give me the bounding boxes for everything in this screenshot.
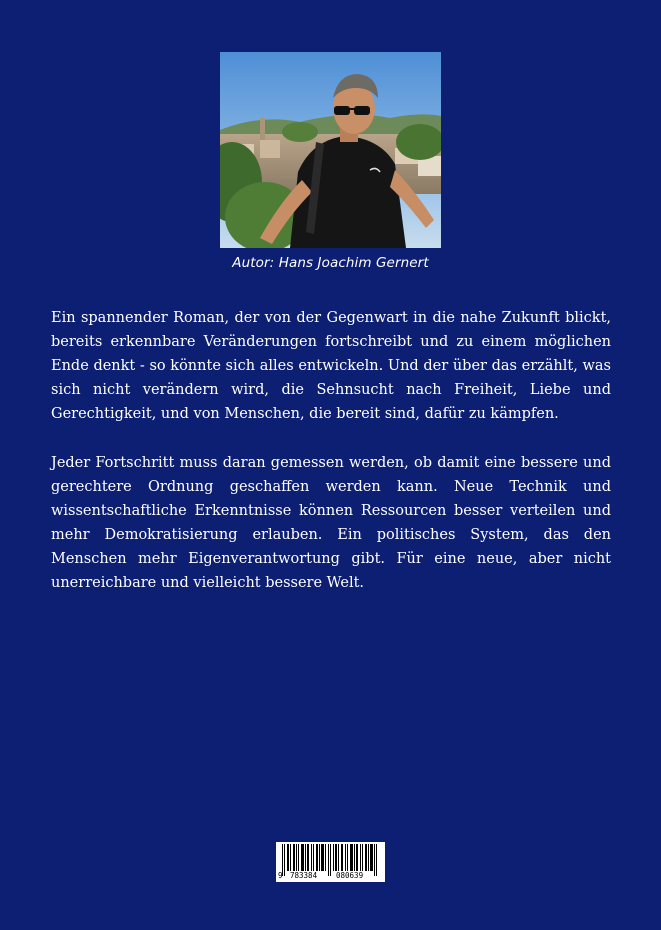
barcode-lead-digit: 9 xyxy=(278,871,283,880)
isbn-barcode xyxy=(276,842,385,882)
author-caption: Autor: Hans Joachim Gernert xyxy=(232,255,429,271)
author-photo xyxy=(220,52,441,248)
blurb-paragraph-2: Jeder Fortschritt muss daran gemessen werden, ob damit eine bessere und gerechtere Ordnung geschaffen werden kann. Neue Technik und wissentschaftliche Erkenntnisse können Ressourcen besser verteilen und mehr Demokratisierung erlauben. Ein politisches System, das den Menschen mehr Eigenverantwortung gibt. Für eine neue, aber nicht unerreichbare und vielleicht bessere Welt. xyxy=(51,455,611,591)
barcode-group-1: 783384 xyxy=(290,871,318,880)
blurb-paragraph-1: Ein spannender Roman, der von der Gegenwart in die nahe Zukunft blickt, bereits erkennbare Veränderungen fortschreibt und zu einem möglichen Ende denkt - so könnte sich alles entwickeln. Und der über das erzählt, was sich nicht verändern wird, die Sehnsucht nach Freiheit, Liebe und Gerechtigkeit, und von Menschen, die bereit sind, dafür zu kämpfen. xyxy=(51,310,611,422)
barcode-group-2: 080639 xyxy=(336,871,364,880)
